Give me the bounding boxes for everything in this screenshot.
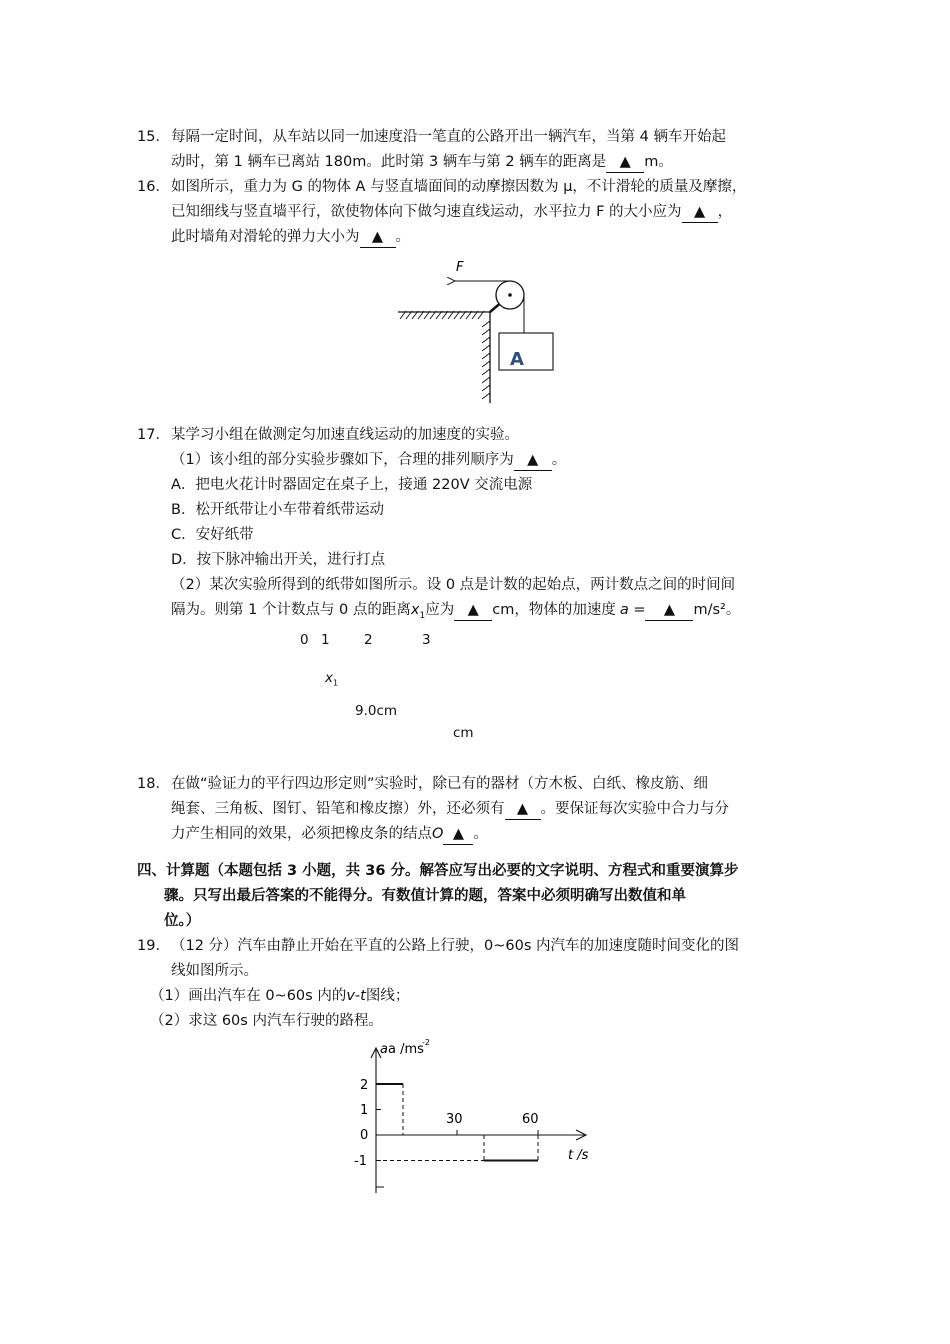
q18-answer-blank-1[interactable]: ▲ xyxy=(505,799,541,820)
q15-text-3: m。 xyxy=(644,154,673,170)
q18-answer-blank-2[interactable]: ▲ xyxy=(443,824,473,845)
q18-text-4: 力产生相同的效果，必须把橡皮条的结点 xyxy=(171,826,432,842)
q19-number: 19． xyxy=(137,938,170,954)
tape-x1-label: $x_1$ xyxy=(325,670,339,688)
q19-dash: - xyxy=(354,988,361,1004)
q17-part2-line2 xyxy=(171,600,740,626)
acceleration-time-graph xyxy=(340,1035,610,1200)
q19-sub2: （2）求这 60s 内汽车行驶的路程。 xyxy=(150,1013,383,1029)
q19-line1 xyxy=(137,936,739,956)
q17-step-a: A．把电火花计时器固定在桌子上，接通 220V 交流电源 xyxy=(171,477,533,493)
q16-text-5: 。 xyxy=(395,229,410,245)
q19-v-var: v xyxy=(346,988,355,1004)
q17-part2-line1: （2）某次实验所得到的纸带如图所示。设 0 点是计数的起始点，两计数点之间的时间间 xyxy=(171,577,736,593)
y-axis-label: aa /ms xyxy=(380,1042,424,1057)
q17-answer-blank-accel[interactable]: ▲ xyxy=(645,600,693,621)
q15-answer-blank[interactable]: ▲ xyxy=(606,152,644,173)
q15-number: 15． xyxy=(137,129,170,145)
q18-line1 xyxy=(137,774,708,794)
y-axis-label-sup: -2 xyxy=(422,1038,430,1047)
q16-answer-blank-1[interactable]: ▲ xyxy=(682,202,718,223)
q17-unit: m/s²。 xyxy=(693,602,741,618)
q17-answer-blank-distance[interactable]: ▲ xyxy=(454,600,492,621)
x-tick-60: 60 xyxy=(522,1112,539,1127)
q18-text-5: 。 xyxy=(473,826,488,842)
q17-step-b: B．松开纸带让小车带着纸带运动 xyxy=(171,502,384,518)
q19-sub1-text: （1）画出汽车在 0~60s 内的 xyxy=(150,988,347,1004)
q17-x-sub: 1 xyxy=(419,610,426,621)
y-tick-0: 0 xyxy=(360,1128,369,1143)
q16-number: 16． xyxy=(137,179,170,195)
q16-block-label: A xyxy=(510,349,524,370)
q15-line2 xyxy=(171,152,673,173)
q16-line2 xyxy=(171,202,732,223)
y-tick-1: 1 xyxy=(360,1103,369,1118)
q17-step-d: D．按下脉冲输出开关，进行打点 xyxy=(171,552,386,568)
q16-line1 xyxy=(137,177,746,197)
y-tick-neg1: -1 xyxy=(354,1154,367,1169)
q17-part2-mid2: cm，物体的加速度 xyxy=(492,602,616,618)
tape-point-0: 0 xyxy=(300,632,309,648)
q18-point-o: O xyxy=(432,826,444,842)
q19-sub1 xyxy=(150,986,409,1006)
q17-number: 17． xyxy=(137,427,170,443)
x-axis-label: t /s xyxy=(568,1148,589,1163)
q16-force-label: F xyxy=(456,260,464,275)
section4-title-line1: 四、计算题（本题包括 3 小题，共 36 分。解答应写出必要的文字说明、方程式和重要演算步 xyxy=(137,863,739,879)
y-tick-2: 2 xyxy=(360,1078,369,1093)
q16-text-2: 已知细线与竖直墙平行，欲使物体向下做匀速直线运动，水平拉力 F 的大小应为 xyxy=(171,204,682,220)
q15-text-1: 每隔一定时间，从车站以同一加速度沿一笔直的公路开出一辆汽车，当第 4 辆车开始起 xyxy=(171,129,726,145)
q17-part2-text: 隔为。则第 1 个计数点与 0 点的距离 xyxy=(171,602,411,618)
q17-eq: = xyxy=(628,602,646,618)
tape-point-1: 1 xyxy=(321,632,330,648)
q17-part1 xyxy=(171,450,566,471)
q15-text-2: 动时，第 1 辆车已离站 180m。此时第 3 辆车与第 2 辆车的距离是 xyxy=(171,154,607,170)
q19-text-1: （12 分）汽车由静止开始在平直的公路上行驶，0~60s 内汽车的加速度随时间变化的图 xyxy=(171,938,740,954)
q18-number: 18． xyxy=(137,776,170,792)
q16-answer-blank-2[interactable]: ▲ xyxy=(360,227,396,248)
q16-line3 xyxy=(171,227,410,248)
q16-text-3: ， xyxy=(717,204,733,220)
q18-line2 xyxy=(171,799,729,820)
q17-part1-end: 。 xyxy=(551,452,567,468)
tape-distance-label: 9.0cm xyxy=(355,703,398,719)
q18-text-2: 绳套、三角板、图钉、铅笔和橡皮擦）外，还必须有 xyxy=(171,801,505,817)
tape-point-2: 2 xyxy=(364,632,373,648)
q18-text-3: 。要保证每次实验中合力与分 xyxy=(540,801,729,817)
tape-unit-label: cm xyxy=(453,725,474,741)
q17-step-c: C．安好纸带 xyxy=(171,527,254,543)
q17-line1 xyxy=(137,425,519,445)
section4-title-line2: 骤。只写出最后答案的不能得分。有数值计算的题，答案中必须明确写出数值和单 xyxy=(164,888,686,904)
q16-text-1: 如图所示，重力为 G 的物体 A 与竖直墙面间的动摩擦因数为 μ，不计滑轮的质量及摩擦， xyxy=(171,179,747,195)
q16-text-4: 此时墙角对滑轮的弹力大小为 xyxy=(171,229,360,245)
q18-line3 xyxy=(171,824,488,845)
q17-part2-mid: 应为 xyxy=(425,602,455,618)
tape-point-3: 3 xyxy=(422,632,431,648)
q17-a-var: a xyxy=(619,602,629,618)
q18-text-1: 在做“验证力的平行四边形定则”实验时，除已有的器材（方木板、白纸、橡皮筋、细 xyxy=(171,776,709,792)
section4-title-line3: 位。） xyxy=(164,913,201,929)
q19-sub1-end: 图线； xyxy=(365,988,410,1004)
q15-line1 xyxy=(137,127,726,147)
q17-answer-blank-order[interactable]: ▲ xyxy=(514,450,552,471)
x-tick-30: 30 xyxy=(446,1112,463,1127)
q16-pulley-figure xyxy=(390,255,570,405)
q17-intro: 某学习小组在做测定匀加速直线运动的加速度的实验。 xyxy=(171,427,519,443)
q17-part1-text: （1）该小组的部分实验步骤如下，合理的排列顺序为 xyxy=(171,452,514,468)
q19-line2: 线如图所示。 xyxy=(171,963,258,979)
q17-x-var: x xyxy=(410,602,420,618)
q19-t-var: t xyxy=(360,988,366,1004)
